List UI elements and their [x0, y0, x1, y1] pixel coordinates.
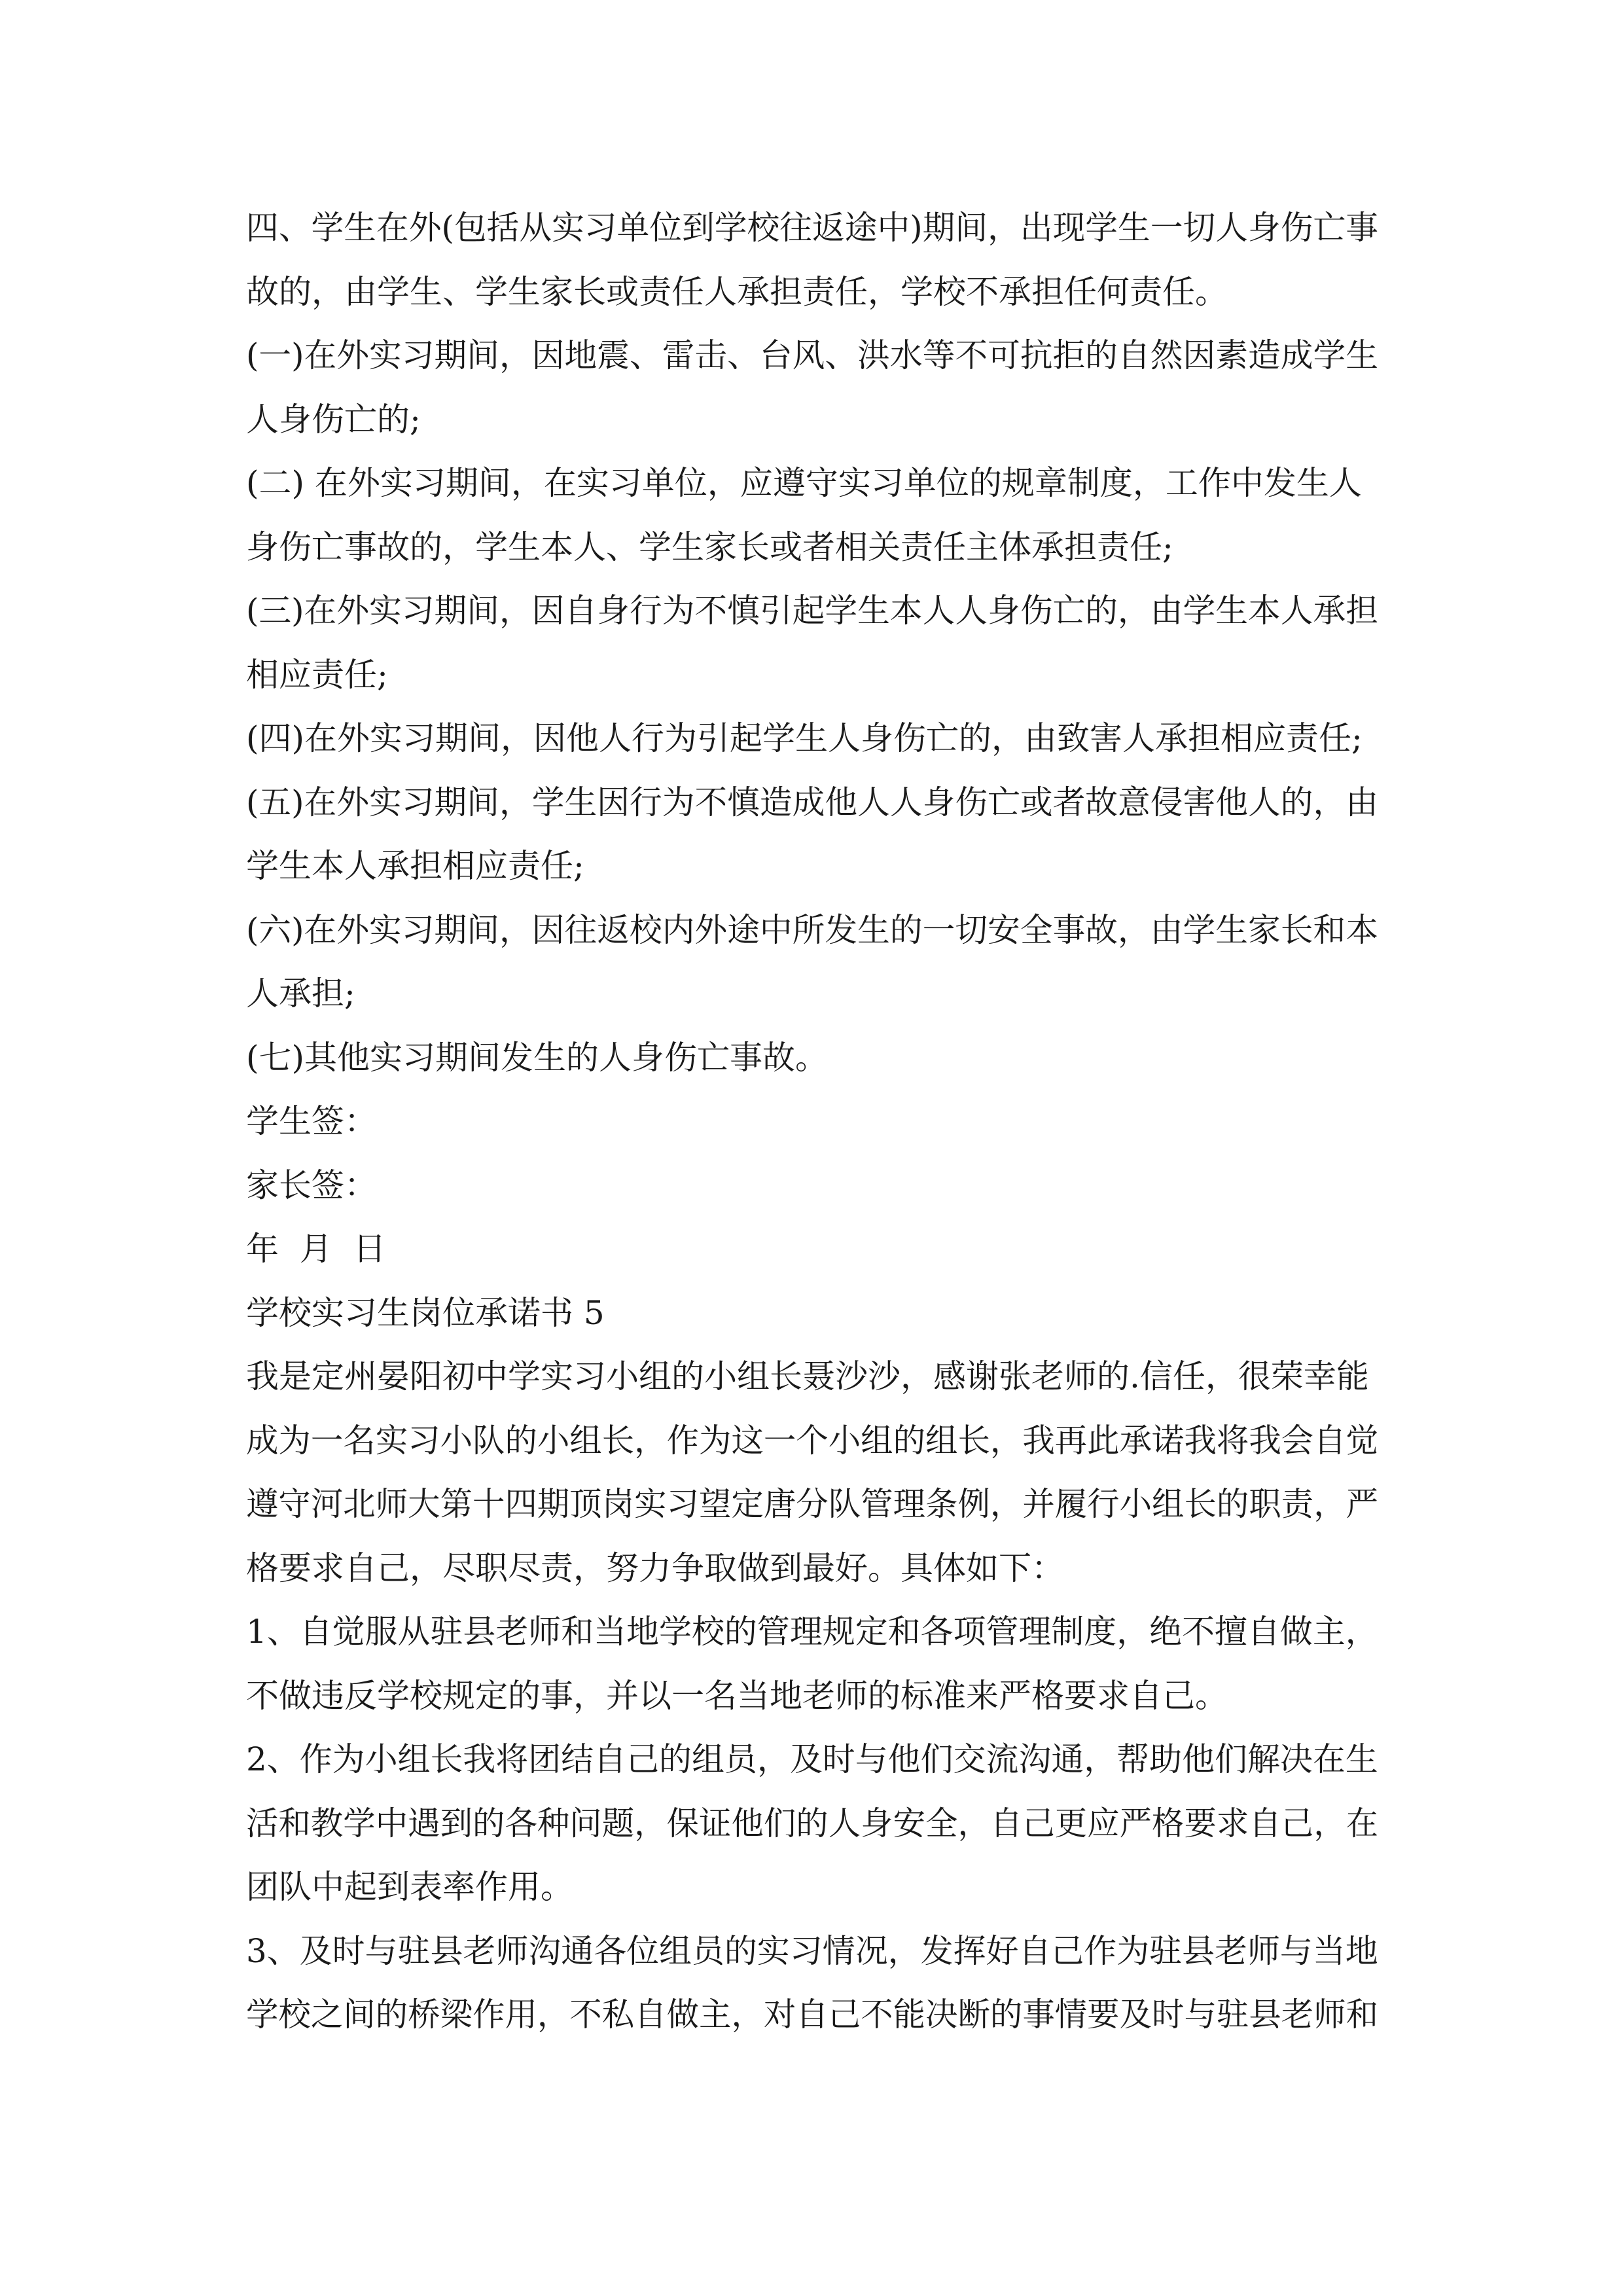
text-line: 不做违反学校规定的事，并以一名当地老师的标准来严格要求自己。	[246, 1676, 1228, 1715]
text-line: 学生本人承担相应责任;	[246, 847, 584, 885]
text-line: 活和教学中遇到的各种问题，保证他们的人身安全，自己更应严格要求自己，在	[246, 1804, 1379, 1842]
text-line: (六)在外实习期间，因往返校内外途中所发生的一切安全事故，由学生家长和本	[246, 910, 1378, 949]
parent-signature-label: 家长签：	[246, 1166, 377, 1204]
text-line: (四)在外实习期间，因他人行为引起学生人身伤亡的，由致害人承担相应责任;	[246, 719, 1363, 757]
text-line: 故的，由学生、学生家长或责任人承担责任，学校不承担任何责任。	[246, 272, 1228, 311]
text-line: 人承担;	[246, 975, 355, 1013]
text-line: 1、自觉服从驻县老师和当地学校的管理规定和各项管理制度，绝不擅自做主，	[246, 1613, 1378, 1651]
text-line: (二) 在外实习期间，在实习单位，应遵守实习单位的规章制度，工作中发生人	[246, 464, 1362, 502]
text-line: 学校之间的桥梁作用，不私自做主，对自己不能决断的事情要及时与驻县老师和	[246, 1996, 1379, 2034]
date-line: 年 月 日	[246, 1230, 386, 1268]
text-line: 我是定州晏阳初中学实习小组的小组长聂沙沙，感谢张老师的.信任，很荣幸能	[246, 1357, 1369, 1395]
text-line: (三)在外实习期间，因自身行为不慎引起学生本人人身伤亡的，由学生本人承担	[246, 592, 1378, 630]
text-line: 四、学生在外(包括从实习单位到学校往返途中)期间，出现学生一切人身伤亡事	[246, 209, 1378, 247]
section-heading: 学校实习生岗位承诺书 5	[246, 1293, 605, 1332]
text-line: 遵守河北师大第十四期顶岗实习望定唐分队管理条例，并履行小组长的职责，严	[246, 1485, 1379, 1523]
text-line: (七)其他实习期间发生的人身伤亡事故。	[246, 1038, 829, 1077]
text-line: 成为一名实习小队的小组长，作为这一个小组的组长，我再此承诺我将我会自觉	[246, 1421, 1379, 1460]
text-line: 相应责任;	[246, 655, 388, 694]
text-line: 格要求自己，尽职尽责，努力争取做到最好。具体如下：	[246, 1549, 1064, 1587]
text-line: 人身伤亡的;	[246, 400, 421, 439]
text-line: (五)在外实习期间，学生因行为不慎造成他人人身伤亡或者故意侵害他人的，由	[246, 783, 1378, 821]
text-line: 身伤亡事故的，学生本人、学生家长或者相关责任主体承担责任;	[246, 528, 1173, 566]
text-line: (一)在外实习期间，因地震、雷击、台风、洪水等不可抗拒的自然因素造成学生	[246, 336, 1378, 374]
student-signature-label: 学生签：	[246, 1102, 377, 1140]
document-body	[246, 196, 1378, 2047]
text-line: 团队中起到表率作用。	[246, 1868, 573, 1906]
text-line: 3、及时与驻县老师沟通各位组员的实习情况，发挥好自己作为驻县老师与当地	[246, 1931, 1378, 1970]
text-line: 2、作为小组长我将团结自己的组员，及时与他们交流沟通，帮助他们解决在生	[246, 1740, 1378, 1778]
